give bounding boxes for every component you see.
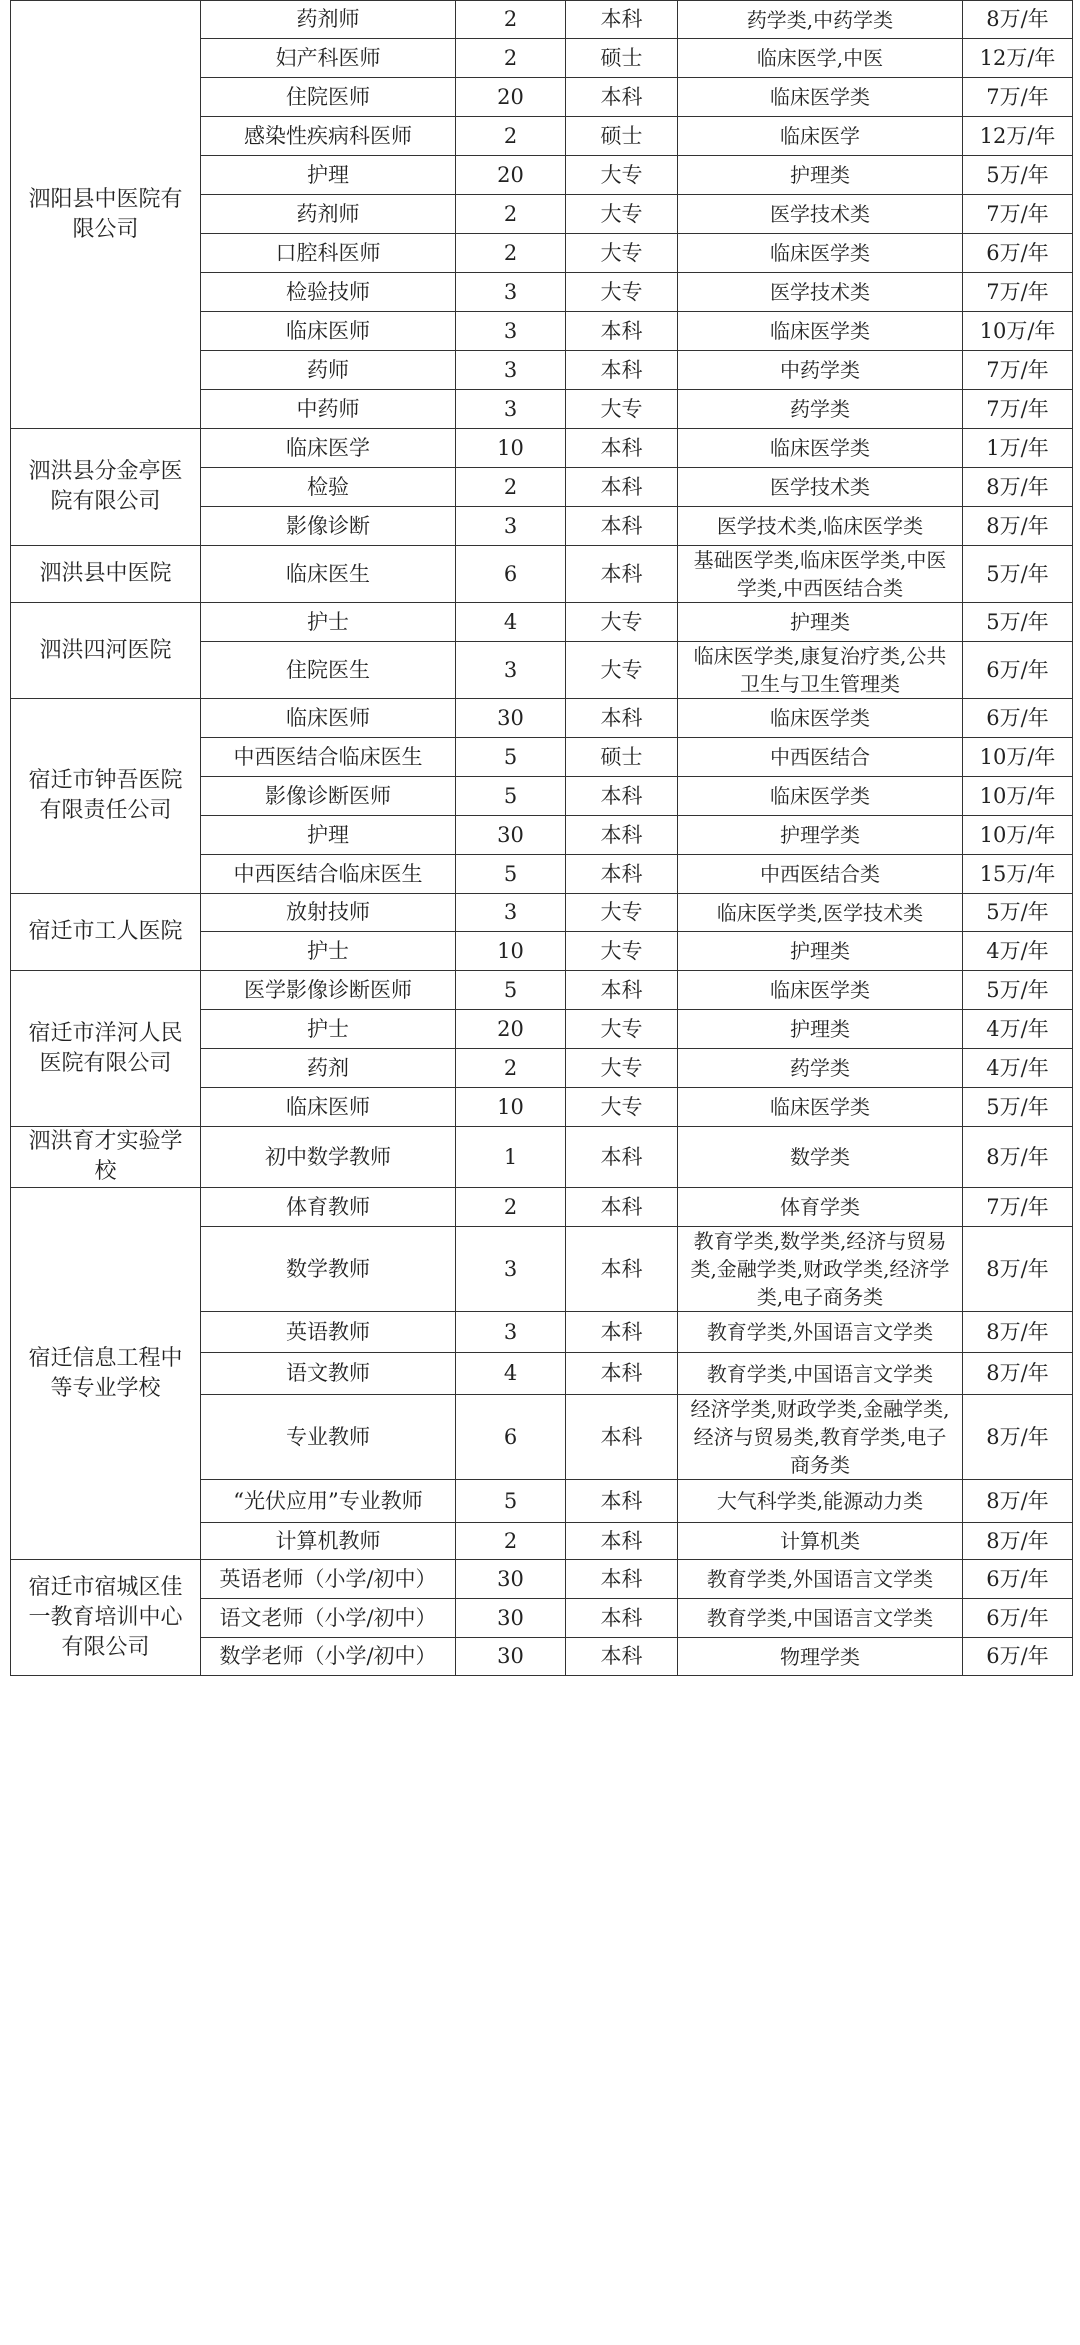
headcount-cell: 4 [456,603,566,642]
headcount-cell: 2 [456,234,566,273]
salary-cell: 10万/年 [963,738,1073,777]
table-row [11,1560,1073,1599]
position-cell: 妇产科医师 [201,39,456,78]
education-cell: 本科 [566,429,678,468]
position-cell: 中西医结合临床医生 [201,738,456,777]
major-cell: 临床医学类 [678,699,963,738]
position-cell: 语文教师 [201,1353,456,1395]
major-cell: 临床医学类 [678,1088,963,1127]
salary-cell: 6万/年 [963,1638,1073,1676]
headcount-cell: 3 [456,312,566,351]
position-cell: 临床医师 [201,1088,456,1127]
headcount-cell: 1 [456,1127,566,1188]
headcount-cell: 3 [456,1227,566,1312]
position-cell: 医学影像诊断医师 [201,971,456,1010]
major-cell: 临床医学,中医 [678,39,963,78]
major-cell: 药学类,中药学类 [678,1,963,39]
position-cell: 感染性疾病科医师 [201,117,456,156]
headcount-cell: 3 [456,273,566,312]
table-row [11,429,1073,468]
salary-cell: 10万/年 [963,312,1073,351]
position-cell: 护理 [201,156,456,195]
major-cell: 中西医结合 [678,738,963,777]
employer-cell: 泗洪县中医院 [11,546,201,603]
employer-cell: 宿迁市洋河人民医院有限公司 [11,971,201,1127]
salary-cell: 4万/年 [963,1010,1073,1049]
major-cell: 体育学类 [678,1188,963,1227]
position-cell: 体育教师 [201,1188,456,1227]
salary-cell: 6万/年 [963,699,1073,738]
salary-cell: 7万/年 [963,273,1073,312]
headcount-cell: 20 [456,1010,566,1049]
position-cell: 药师 [201,351,456,390]
education-cell: 本科 [566,777,678,816]
employer-cell: 泗洪育才实验学校 [11,1127,201,1188]
education-cell: 硕士 [566,117,678,156]
position-cell: 药剂师 [201,1,456,39]
headcount-cell: 30 [456,1599,566,1638]
headcount-cell: 5 [456,855,566,894]
salary-cell: 1万/年 [963,429,1073,468]
education-cell: 本科 [566,1127,678,1188]
position-cell: 中药师 [201,390,456,429]
position-cell: “光伏应用”专业教师 [201,1480,456,1523]
employer-cell: 泗洪四河医院 [11,603,201,699]
major-cell: 护理类 [678,932,963,971]
headcount-cell: 3 [456,642,566,699]
position-cell: 放射技师 [201,894,456,932]
position-cell: 专业教师 [201,1395,456,1480]
headcount-cell: 6 [456,1395,566,1480]
major-cell: 医学技术类 [678,468,963,507]
headcount-cell: 30 [456,1560,566,1599]
education-cell: 本科 [566,816,678,855]
position-cell: 英语老师（小学/初中） [201,1560,456,1599]
major-cell: 教育学类,数学类,经济与贸易类,金融学类,财政学类,经济学类,电子商务类 [678,1227,963,1312]
salary-cell: 7万/年 [963,351,1073,390]
headcount-cell: 2 [456,468,566,507]
major-cell: 医学技术类,临床医学类 [678,507,963,546]
education-cell: 大专 [566,195,678,234]
salary-cell: 8万/年 [963,1395,1073,1480]
salary-cell: 10万/年 [963,777,1073,816]
headcount-cell: 2 [456,117,566,156]
major-cell: 药学类 [678,1049,963,1088]
salary-cell: 8万/年 [963,1480,1073,1523]
major-cell: 护理类 [678,156,963,195]
education-cell: 大专 [566,1010,678,1049]
salary-cell: 12万/年 [963,117,1073,156]
major-cell: 中药学类 [678,351,963,390]
headcount-cell: 30 [456,699,566,738]
education-cell: 本科 [566,1312,678,1353]
salary-cell: 5万/年 [963,1088,1073,1127]
headcount-cell: 5 [456,1480,566,1523]
major-cell: 经济学类,财政学类,金融学类,经济与贸易类,教育学类,电子商务类 [678,1395,963,1480]
job-table-wrapper [10,0,1072,1676]
position-cell: 住院医师 [201,78,456,117]
salary-cell: 6万/年 [963,642,1073,699]
table-row [11,971,1073,1010]
position-cell: 影像诊断 [201,507,456,546]
education-cell: 本科 [566,546,678,603]
major-cell: 计算机类 [678,1523,963,1560]
education-cell: 大专 [566,1088,678,1127]
education-cell: 本科 [566,1395,678,1480]
education-cell: 本科 [566,1523,678,1560]
salary-cell: 5万/年 [963,603,1073,642]
education-cell: 硕士 [566,39,678,78]
salary-cell: 5万/年 [963,546,1073,603]
salary-cell: 8万/年 [963,507,1073,546]
job-table-body [11,1,1073,1676]
education-cell: 本科 [566,699,678,738]
education-cell: 本科 [566,468,678,507]
major-cell: 临床医学 [678,117,963,156]
position-cell: 英语教师 [201,1312,456,1353]
major-cell: 药学类 [678,390,963,429]
salary-cell: 5万/年 [963,156,1073,195]
major-cell: 教育学类,外国语言文学类 [678,1560,963,1599]
position-cell: 数学老师（小学/初中） [201,1638,456,1676]
headcount-cell: 3 [456,507,566,546]
headcount-cell: 5 [456,738,566,777]
position-cell: 临床医生 [201,546,456,603]
salary-cell: 8万/年 [963,468,1073,507]
table-row [11,1127,1073,1188]
table-row [11,546,1073,603]
salary-cell: 15万/年 [963,855,1073,894]
position-cell: 护士 [201,603,456,642]
position-cell: 检验技师 [201,273,456,312]
position-cell: 检验 [201,468,456,507]
salary-cell: 6万/年 [963,234,1073,273]
headcount-cell: 20 [456,156,566,195]
headcount-cell: 10 [456,1088,566,1127]
salary-cell: 8万/年 [963,1127,1073,1188]
headcount-cell: 20 [456,78,566,117]
headcount-cell: 3 [456,390,566,429]
salary-cell: 8万/年 [963,1227,1073,1312]
headcount-cell: 2 [456,1188,566,1227]
major-cell: 临床医学类 [678,777,963,816]
major-cell: 教育学类,外国语言文学类 [678,1312,963,1353]
headcount-cell: 30 [456,1638,566,1676]
headcount-cell: 2 [456,39,566,78]
education-cell: 大专 [566,390,678,429]
position-cell: 临床医师 [201,312,456,351]
position-cell: 药剂 [201,1049,456,1088]
table-row [11,603,1073,642]
education-cell: 本科 [566,1480,678,1523]
education-cell: 本科 [566,312,678,351]
headcount-cell: 3 [456,1312,566,1353]
employer-cell: 宿迁市钟吾医院有限责任公司 [11,699,201,894]
headcount-cell: 2 [456,1523,566,1560]
major-cell: 物理学类 [678,1638,963,1676]
education-cell: 本科 [566,971,678,1010]
education-cell: 本科 [566,1560,678,1599]
major-cell: 临床医学类 [678,429,963,468]
education-cell: 本科 [566,78,678,117]
headcount-cell: 2 [456,195,566,234]
headcount-cell: 5 [456,777,566,816]
employer-cell: 泗阳县中医院有限公司 [11,1,201,429]
education-cell: 大专 [566,894,678,932]
position-cell: 中西医结合临床医生 [201,855,456,894]
position-cell: 口腔科医师 [201,234,456,273]
position-cell: 临床医学 [201,429,456,468]
headcount-cell: 10 [456,932,566,971]
headcount-cell: 3 [456,894,566,932]
major-cell: 大气科学类,能源动力类 [678,1480,963,1523]
education-cell: 本科 [566,1227,678,1312]
education-cell: 本科 [566,351,678,390]
salary-cell: 5万/年 [963,971,1073,1010]
position-cell: 药剂师 [201,195,456,234]
education-cell: 本科 [566,1188,678,1227]
major-cell: 临床医学类 [678,78,963,117]
education-cell: 大专 [566,642,678,699]
major-cell: 教育学类,中国语言文学类 [678,1599,963,1638]
major-cell: 护理类 [678,603,963,642]
position-cell: 影像诊断医师 [201,777,456,816]
salary-cell: 7万/年 [963,78,1073,117]
headcount-cell: 10 [456,429,566,468]
salary-cell: 4万/年 [963,932,1073,971]
employer-cell: 宿迁市宿城区佳一教育培训中心有限公司 [11,1560,201,1676]
table-row [11,1,1073,39]
major-cell: 临床医学类 [678,234,963,273]
salary-cell: 6万/年 [963,1599,1073,1638]
salary-cell: 8万/年 [963,1523,1073,1560]
salary-cell: 5万/年 [963,894,1073,932]
education-cell: 本科 [566,1353,678,1395]
position-cell: 初中数学教师 [201,1127,456,1188]
education-cell: 大专 [566,1049,678,1088]
education-cell: 大专 [566,603,678,642]
employer-cell: 宿迁市工人医院 [11,894,201,971]
employer-cell: 泗洪县分金亭医院有限公司 [11,429,201,546]
major-cell: 临床医学类,康复治疗类,公共卫生与卫生管理类 [678,642,963,699]
major-cell: 护理学类 [678,816,963,855]
headcount-cell: 6 [456,546,566,603]
major-cell: 医学技术类 [678,195,963,234]
position-cell: 语文老师（小学/初中） [201,1599,456,1638]
salary-cell: 10万/年 [963,816,1073,855]
position-cell: 计算机教师 [201,1523,456,1560]
salary-cell: 8万/年 [963,1,1073,39]
salary-cell: 7万/年 [963,195,1073,234]
headcount-cell: 4 [456,1353,566,1395]
education-cell: 大专 [566,273,678,312]
salary-cell: 4万/年 [963,1049,1073,1088]
education-cell: 大专 [566,234,678,273]
salary-cell: 6万/年 [963,1560,1073,1599]
major-cell: 临床医学类,医学技术类 [678,894,963,932]
position-cell: 护理 [201,816,456,855]
job-listing-table [10,0,1073,1676]
table-row [11,699,1073,738]
major-cell: 中西医结合类 [678,855,963,894]
major-cell: 教育学类,中国语言文学类 [678,1353,963,1395]
headcount-cell: 5 [456,971,566,1010]
position-cell: 护士 [201,1010,456,1049]
major-cell: 医学技术类 [678,273,963,312]
table-row [11,894,1073,932]
major-cell: 临床医学类 [678,971,963,1010]
salary-cell: 7万/年 [963,390,1073,429]
education-cell: 本科 [566,855,678,894]
salary-cell: 12万/年 [963,39,1073,78]
salary-cell: 7万/年 [963,1188,1073,1227]
education-cell: 本科 [566,1599,678,1638]
headcount-cell: 3 [456,351,566,390]
position-cell: 住院医生 [201,642,456,699]
salary-cell: 8万/年 [963,1353,1073,1395]
position-cell: 护士 [201,932,456,971]
employer-cell: 宿迁信息工程中等专业学校 [11,1188,201,1560]
education-cell: 本科 [566,507,678,546]
table-row [11,1188,1073,1227]
education-cell: 大专 [566,932,678,971]
major-cell: 护理类 [678,1010,963,1049]
major-cell: 数学类 [678,1127,963,1188]
headcount-cell: 30 [456,816,566,855]
position-cell: 临床医师 [201,699,456,738]
education-cell: 大专 [566,156,678,195]
education-cell: 本科 [566,1638,678,1676]
major-cell: 临床医学类 [678,312,963,351]
education-cell: 硕士 [566,738,678,777]
major-cell: 基础医学类,临床医学类,中医学类,中西医结合类 [678,546,963,603]
headcount-cell: 2 [456,1049,566,1088]
position-cell: 数学教师 [201,1227,456,1312]
salary-cell: 8万/年 [963,1312,1073,1353]
headcount-cell: 2 [456,1,566,39]
education-cell: 本科 [566,1,678,39]
